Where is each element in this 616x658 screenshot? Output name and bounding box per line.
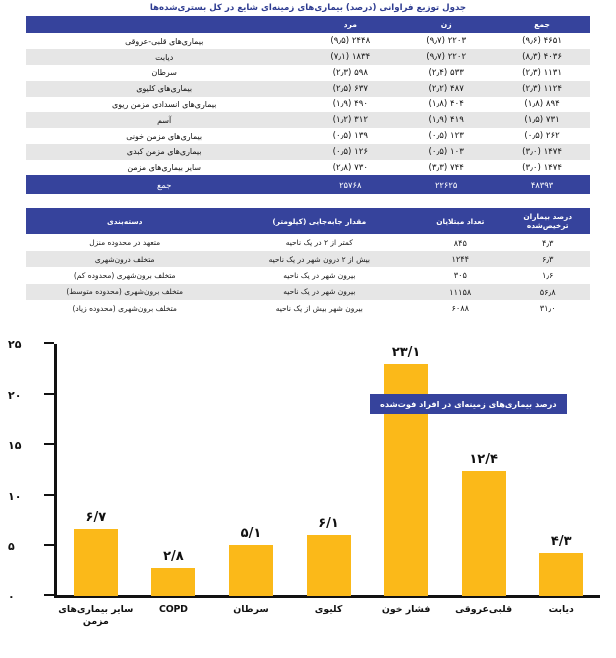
x-axis-category-label: سرطان (233, 604, 269, 616)
y-axis-tick (44, 544, 54, 546)
table-row (26, 33, 590, 49)
bar-column[interactable] (57, 344, 134, 596)
bar-value-label: ۲۳/۱ (391, 344, 421, 360)
cell-women: ۴۱۹ (۱٫۹) (398, 112, 494, 128)
cell-discharged-pct: ۳۱٫۰ (505, 300, 590, 316)
x-axis-category-label: قلبی‌عروقی (455, 604, 513, 616)
cell-distance: بیش از ۲ درون شهر در یک ناحیه (223, 251, 415, 267)
cell-women: ۲۲۰۲ (۹٫۷) (398, 49, 494, 65)
table-row (26, 267, 590, 283)
table-row (26, 49, 590, 65)
cell-discharged-pct: ۱٫۶ (505, 267, 590, 283)
cell-count: ۱۱۱۵۸ (415, 284, 505, 300)
cell-sum: ۴۶۵۱ (۹٫۶) (494, 33, 590, 49)
table2-header-row (26, 208, 590, 234)
cell-sum: ۱۱۳۱ (۲٫۳) (494, 65, 590, 81)
table-row (26, 128, 590, 144)
y-axis-tick-label: ۲۰ (8, 388, 22, 402)
cell-women: ۴۸۷ (۲٫۲) (398, 81, 494, 97)
y-axis-tick (44, 342, 54, 344)
x-axis-category-label: کلیوی (314, 604, 343, 616)
table-row (26, 81, 590, 97)
cell-sum: ۷۳۱ (۱٫۵) (494, 112, 590, 128)
y-axis-tick (44, 594, 54, 596)
bar-column[interactable] (523, 344, 600, 596)
bar-value-label: ۵/۱ (240, 525, 262, 541)
cell-discharged-pct: ۶٫۳ (505, 251, 590, 267)
cell-label: آسم (26, 112, 302, 128)
bar-column[interactable] (212, 344, 289, 596)
x-axis-category-label: COPD (159, 604, 188, 616)
bar-value-label: ۱۲/۴ (469, 452, 498, 468)
table2-header-count: تعداد مبتلایان (415, 208, 505, 234)
y-axis-tick (44, 443, 54, 445)
mobility-table (26, 208, 590, 316)
cell-count: ۶۰۸۸ (415, 300, 505, 316)
table1-header-label (26, 16, 302, 33)
table-row (26, 112, 590, 128)
chart-legend: درصد بیماری‌های زمینه‌ای در افراد فوت‌شده (370, 394, 567, 414)
prevalence-table (26, 16, 590, 194)
table-row (26, 284, 590, 300)
table-row (26, 97, 590, 113)
cell-men: ۷۳۰ (۲٫۸) (302, 160, 398, 176)
cell-category: متعهد در محدوده منزل (26, 234, 223, 250)
bar-column[interactable] (368, 344, 445, 596)
y-axis-tick-label: ۵ (8, 539, 15, 553)
bar-value-label: ۶/۱ (318, 515, 339, 531)
cell-category: متخلف برون‌شهری (محدوده زیاد) (26, 300, 223, 316)
bar[interactable] (462, 471, 506, 596)
cell-women: ۱۲۳ (۰٫۵) (398, 128, 494, 144)
bar[interactable] (151, 568, 195, 596)
table2-header-category: دسته‌بندی (26, 208, 223, 234)
bar-column[interactable] (135, 344, 212, 596)
cell-distance: بیرون شهر در یک ناحیه (223, 267, 415, 283)
cell-label: بیماری‌های کلیوی (26, 81, 302, 97)
table1-total-row (26, 175, 590, 194)
total-label: جمع (26, 175, 302, 194)
table1-body (26, 33, 590, 194)
cell-category: متخلف درون‌شهری (26, 251, 223, 267)
bar-column[interactable] (290, 344, 367, 596)
table-row (26, 144, 590, 160)
cell-women: ۵۳۳ (۲٫۴) (398, 65, 494, 81)
bar[interactable] (74, 529, 118, 597)
cell-count: ۱۲۴۴ (415, 251, 505, 267)
table-row (26, 234, 590, 250)
bar[interactable] (307, 535, 351, 596)
chart-x-labels (57, 600, 600, 652)
cell-label: سرطان (26, 65, 302, 81)
cell-distance: کمتر از ۲ در یک ناحیه (223, 234, 415, 250)
cell-discharged-pct: ۴٫۳ (505, 234, 590, 250)
bar-value-label: ۶/۷ (85, 509, 107, 525)
table1-container (26, 16, 590, 194)
y-axis-tick-label: ۱۵ (8, 439, 22, 453)
table-row (26, 160, 590, 176)
cell-label: بیماری‌های انسدادی مزمن ریوی (26, 97, 302, 113)
table2-body (26, 234, 590, 316)
table2-header-discharged: درصد بیماران ترخیص‌شده (505, 208, 590, 234)
table-row (26, 65, 590, 81)
y-axis-tick (44, 494, 54, 496)
table2-header-distance: مقدار جابه‌جایی (کیلومتر) (223, 208, 415, 234)
cell-label: سایر بیماری‌های مزمن (26, 160, 302, 176)
cell-sum: ۱۴۷۴ (۳٫۰) (494, 144, 590, 160)
table1-title: جدول توزیع فراوانی (درصد) بیماری‌های زمینه‌ای شایع در کل بستری‌شده‌ها (149, 3, 467, 13)
cell-men: ۲۴۴۸ (۹٫۵) (302, 33, 398, 49)
cell-women: ۲۲۰۳ (۹٫۷) (398, 33, 494, 49)
chart-bars (57, 344, 600, 596)
cell-sum: ۱۱۲۴ (۲٫۳) (494, 81, 590, 97)
cell-count: ۳۰۵ (415, 267, 505, 283)
cell-category: متخلف برون‌شهری (محدوده متوسط) (26, 284, 223, 300)
cell-label: بیماری‌های قلبی-عروقی (26, 33, 302, 49)
x-axis-category-label: فشار خون (381, 604, 431, 616)
x-axis-category-label: دیابت (548, 604, 574, 616)
x-axis-category-label: سایر بیماری‌های مزمن (58, 604, 134, 628)
cell-women: ۴۰۴ (۱٫۸) (398, 97, 494, 113)
table2-container (26, 208, 590, 316)
y-axis-tick (44, 393, 54, 395)
total-women: ۲۲۶۲۵ (398, 175, 494, 194)
table1-header-women: زن (398, 16, 494, 33)
cell-men: ۶۳۷ (۲٫۵) (302, 81, 398, 97)
bar-chart (0, 328, 616, 658)
cell-label: دیابت (26, 49, 302, 65)
cell-women: ۱۰۳ (۰٫۵) (398, 144, 494, 160)
bar-column[interactable] (445, 344, 522, 596)
table1-header-sum: جمع (494, 16, 590, 33)
section-gap (0, 194, 616, 208)
table1-header-row (26, 16, 590, 33)
cell-count: ۸۴۵ (415, 234, 505, 250)
y-axis-tick-label: ۲۵ (8, 338, 22, 352)
bar-value-label: ۲/۸ (163, 549, 184, 565)
cell-sum: ۴۰۳۶ (۸٫۳) (494, 49, 590, 65)
cell-distance: بیرون شهر در یک ناحیه (223, 284, 415, 300)
cell-men: ۳۱۲ (۱٫۲) (302, 112, 398, 128)
table-row (26, 251, 590, 267)
cell-distance: بیرون شهر بیش از یک ناحیه (223, 300, 415, 316)
table1-header-men: مرد (302, 16, 398, 33)
total-men: ۲۵۷۶۸ (302, 175, 398, 194)
cell-men: ۱۲۶ (۰٫۵) (302, 144, 398, 160)
cell-label: بیماری‌های مزمن خونی (26, 128, 302, 144)
cell-sum: ۸۹۴ (۱٫۸) (494, 97, 590, 113)
cell-category: متخلف برون‌شهری (محدوده کم) (26, 267, 223, 283)
cell-men: ۱۸۳۴ (۷٫۱) (302, 49, 398, 65)
cell-sum: ۱۴۷۴ (۳٫۰) (494, 160, 590, 176)
total-sum: ۴۸۳۹۳ (494, 175, 590, 194)
y-axis-tick-label: ۰ (8, 590, 15, 604)
bar-value-label: ۴/۳ (550, 534, 572, 550)
cell-men: ۵۹۸ (۲٫۳) (302, 65, 398, 81)
table-row (26, 300, 590, 316)
cell-women: ۷۴۴ (۳٫۳) (398, 160, 494, 176)
bar[interactable] (229, 545, 273, 596)
cell-men: ۱۳۹ (۰٫۵) (302, 128, 398, 144)
cell-label: بیماری‌های مزمن کبدی (26, 144, 302, 160)
bar[interactable] (539, 553, 583, 596)
y-axis-tick-label: ۱۰ (8, 489, 22, 503)
cell-discharged-pct: ۵۶٫۸ (505, 284, 590, 300)
cell-sum: ۲۶۲ (۰٫۵) (494, 128, 590, 144)
cell-men: ۴۹۰ (۱٫۹) (302, 97, 398, 113)
